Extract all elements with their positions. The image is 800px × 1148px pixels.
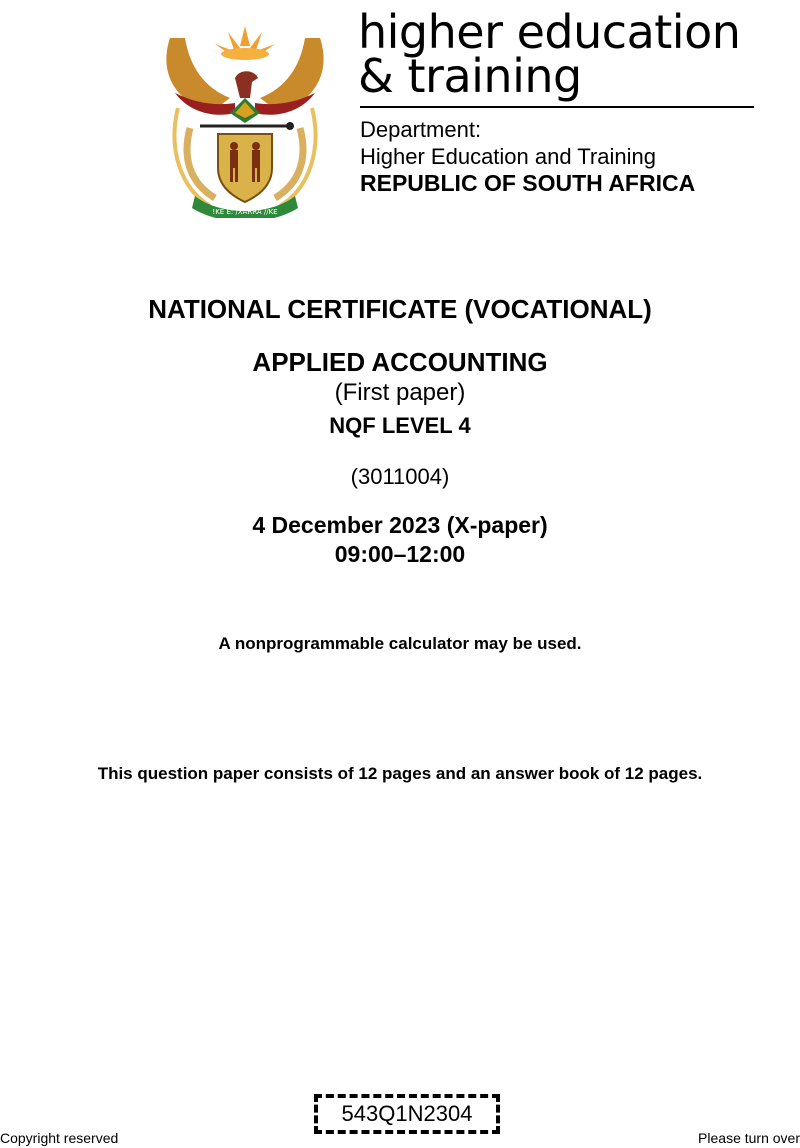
subject-title: APPLIED ACCOUNTING (252, 347, 548, 377)
copyright-footer: Copyright reserved (0, 1130, 119, 1146)
coat-of-arms-logo (160, 18, 330, 218)
crest-motto: !KE E: /XARRA //KE (212, 208, 278, 216)
exam-time: 09:00–12:00 (334, 541, 466, 567)
pages-note: This question paper consists of 12 pages and an answer book of 12 pages. (97, 764, 703, 783)
certificate-title: NATIONAL CERTIFICATE (VOCATIONAL) (148, 294, 652, 324)
department-block (360, 116, 695, 197)
department-label: Department: (360, 117, 482, 142)
turn-over-footer: Please turn over (698, 1130, 800, 1146)
nqf-level: NQF LEVEL 4 (329, 413, 471, 438)
calculator-note: A nonprogrammable calculator may be used. (218, 634, 582, 653)
brand-line-1: higher education (358, 5, 741, 59)
department-name: Higher Education and Training (360, 144, 656, 169)
paper-number: (First paper) (334, 379, 466, 406)
paper-code-stamp: 543Q1N2304 (314, 1094, 500, 1134)
subject-code: (3011004) (350, 464, 450, 489)
country-name: REPUBLIC OF SOUTH AFRICA (360, 170, 696, 196)
brand-title (358, 5, 741, 103)
exam-date: 4 December 2023 (X-paper) (252, 512, 548, 538)
brand-line-2: & training (358, 49, 582, 103)
brand-divider (360, 106, 754, 108)
